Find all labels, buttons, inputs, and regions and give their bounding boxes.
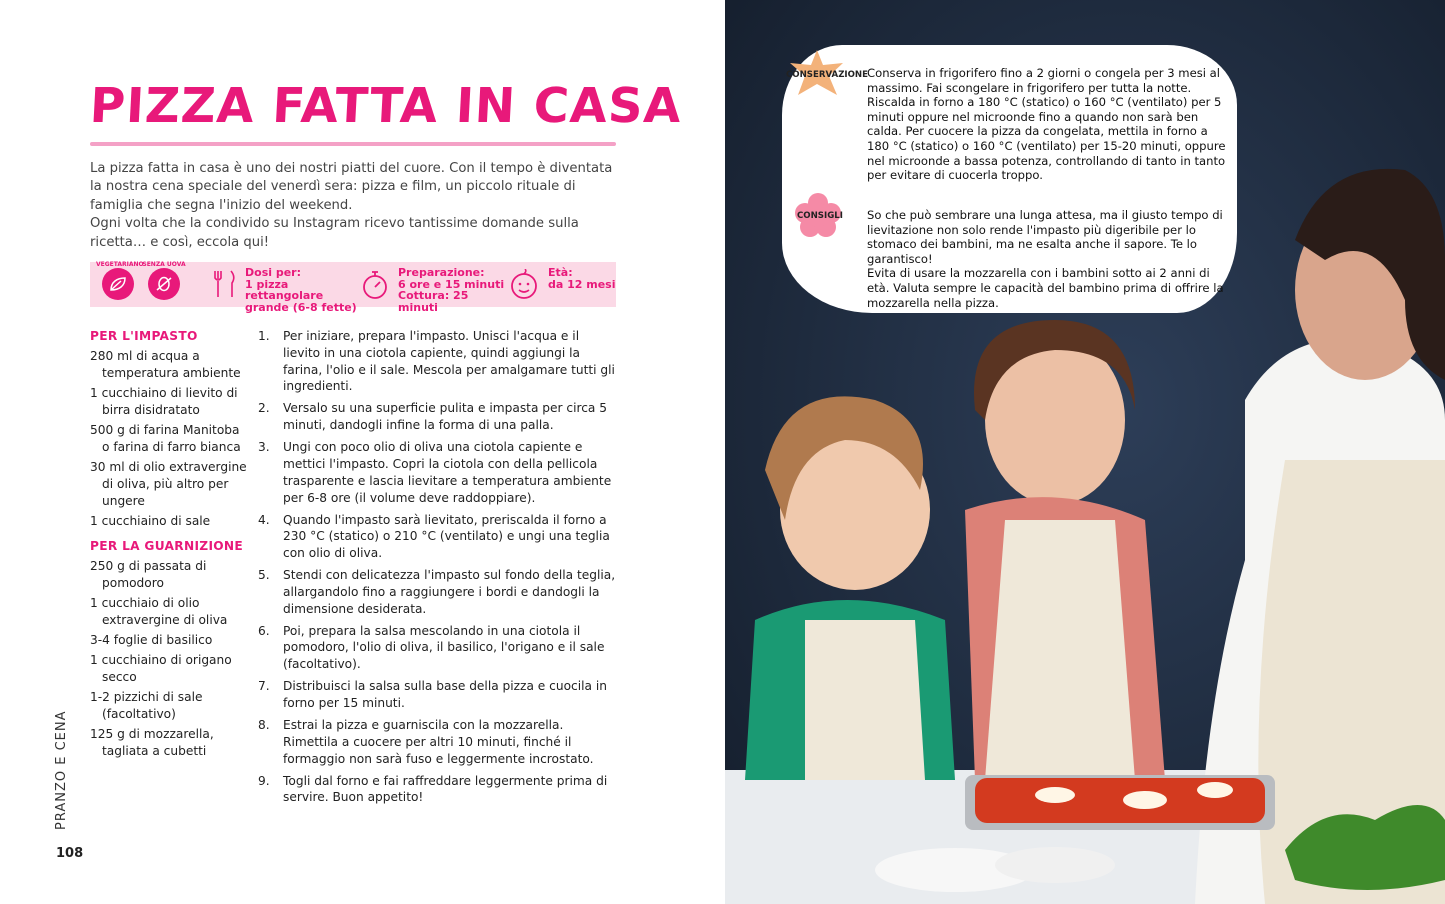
step-number: 6. bbox=[258, 623, 270, 638]
ingredient-item: 125 g di mozzarella, tagliata a cubetti bbox=[90, 727, 214, 758]
cook-value: Cottura: 25 minuti bbox=[398, 289, 469, 314]
recipe-info-band bbox=[90, 261, 616, 314]
method-step bbox=[258, 512, 620, 562]
age-label: Età: bbox=[548, 266, 573, 279]
intro-paragraph-2: Ogni volta che la condivido su Instagram ricevo tantissime domande sulla ricetta… e così, eccola qui! bbox=[90, 216, 579, 250]
storage-tag: CONSERVAZIONE bbox=[786, 70, 868, 80]
step-number: 1. bbox=[258, 329, 270, 343]
time-info bbox=[398, 267, 508, 313]
method-step bbox=[258, 623, 620, 673]
ingredient-item: 3-4 foglie di basilico bbox=[90, 633, 213, 647]
tips-text bbox=[867, 208, 1233, 310]
ingredient-item: 1-2 pizzichi di sale (facoltativo) bbox=[90, 690, 203, 721]
dough-heading: PER L'IMPASTO bbox=[90, 329, 198, 343]
egg-crossed-icon bbox=[155, 276, 173, 292]
vegetarian-badge-label: VEGETARIANO bbox=[96, 261, 144, 268]
baby-face-icon bbox=[508, 269, 540, 301]
topping-heading: PER LA GUARNIZIONE bbox=[90, 539, 244, 553]
ingredient-item: 1 cucchiaino di lievito di birra disidratato bbox=[90, 386, 238, 417]
step-number: 2. bbox=[258, 401, 270, 416]
method-step bbox=[258, 328, 620, 395]
step-text: Estrai la pizza e guarniscila con la mozzarella. Rimettila a cuocere per altri 10 minuti, finché il formaggio non sarà fuso e leggermente incrostato. bbox=[283, 718, 594, 766]
age-info bbox=[548, 267, 618, 290]
servings-info bbox=[245, 267, 365, 313]
step-number: 9. bbox=[258, 773, 270, 788]
step-text: Poi, prepara la salsa mescolando in una ciotola il pomodoro, l'olio di oliva, il basilico, l'origano e il sale (facoltativo). bbox=[283, 623, 605, 672]
tips-paragraph-2: Evita di usare la mozzarella con i bambini sotto ai 2 anni di età. Valuta sempre le capacità del bambino prima di offrire la mozzarella nella pizza. bbox=[867, 266, 1224, 310]
storage-text bbox=[867, 66, 1233, 183]
no-egg-badge bbox=[142, 261, 186, 300]
method-step bbox=[258, 567, 620, 617]
topping-ingredient-list bbox=[90, 558, 250, 763]
step-text: Distribuisci la salsa sulla base della pizza e cuocila in forno per 15 minuti. bbox=[283, 679, 607, 711]
stopwatch-icon bbox=[360, 269, 390, 301]
page-number: 108 bbox=[56, 846, 84, 861]
step-text: Ungi con poco olio di oliva una ciotola capiente e mettici l'impasto. Copri la ciotola con della pellicola trasparente e lascia lievitare a temperatura ambiente per 6-8 ore (il volume deve raddoppiare). bbox=[283, 440, 612, 505]
dough-ingredient-list bbox=[90, 348, 250, 533]
vegetarian-badge bbox=[96, 261, 144, 300]
servings-value: 1 pizza rettangolare grande (6-8 fette) bbox=[245, 277, 357, 314]
age-value: da 12 mesi bbox=[548, 277, 616, 291]
prep-value: 6 ore e 15 minuti bbox=[398, 277, 505, 291]
ingredient-item: 280 ml di acqua a temperatura ambiente bbox=[90, 349, 241, 380]
step-text: Togli dal forno e fai raffreddare leggermente prima di servire. Buon appetito! bbox=[283, 773, 608, 805]
method-step bbox=[258, 717, 620, 767]
recipe-title: PIZZA FATTA IN CASA bbox=[88, 78, 684, 134]
step-number: 3. bbox=[258, 440, 270, 455]
step-text: Quando l'impasto sarà lievitato, preriscalda il forno a 230 °C (statico) o 210 °C (ventilato) e ungi una teglia con olio di oliva. bbox=[283, 512, 610, 561]
storage-paragraph: Conserva in frigorifero fino a 2 giorni o congela per 3 mesi al massimo. Fai scongelare in frigorifero per tutta la notte. Riscalda in forno a 180 °C (statico) o 160 °C (ventilato) per 5 minuti oppure nel microonde fino a quando non sarà ben calda. Per cuocere la pizza da congelata, mettila in forno a 180 °C (statico) o 160 °C (ventilato) per 15-20 minuti, oppure nel microonde a bassa potenza, controllando di tanto in tanto per evitare di cuocerla troppo. bbox=[867, 66, 1226, 183]
step-number: 5. bbox=[258, 568, 270, 583]
step-text: Stendi con delicatezza l'impasto sul fondo della teglia, allargandolo fino a raggiungere i bordi e dandogli la dimensione desiderata. bbox=[283, 568, 616, 616]
no-egg-badge-label: SENZA UOVA bbox=[142, 261, 186, 268]
method-step bbox=[258, 773, 620, 807]
ingredient-item: 250 g di passata di pomodoro bbox=[90, 559, 207, 590]
ingredient-item: 1 cucchiaino di sale bbox=[90, 514, 211, 528]
step-number: 7. bbox=[258, 679, 270, 694]
leaf-icon bbox=[109, 276, 127, 292]
tips-tag: CONSIGLI bbox=[797, 211, 843, 221]
prep-label: Preparazione: bbox=[398, 266, 485, 279]
servings-label: Dosi per: bbox=[245, 266, 301, 279]
ingredient-item: 1 cucchiaio di olio extravergine di oliva bbox=[90, 596, 228, 627]
ingredient-item: 30 ml di olio extravergine di oliva, più altro per ungere bbox=[90, 460, 247, 508]
method-step bbox=[258, 678, 620, 712]
step-number: 4. bbox=[258, 512, 270, 527]
fork-knife-icon bbox=[212, 269, 238, 299]
step-text: Versalo su una superficie pulita e impasta per circa 5 minuti, dandogli infine la forma di una palla. bbox=[283, 401, 608, 433]
intro-text bbox=[90, 160, 620, 252]
method-step bbox=[258, 439, 620, 506]
intro-paragraph-1: La pizza fatta in casa è uno dei nostri piatti del cuore. Con il tempo è diventata la nostra cena speciale del venerdì sera: pizza e film, un piccolo rituale di famiglia che segna l'inizio del weekend. bbox=[90, 161, 613, 213]
title-underline bbox=[90, 142, 616, 146]
chapter-side-label: PRANZO E CENA bbox=[54, 710, 69, 830]
step-text: Per iniziare, prepara l'impasto. Unisci l'acqua e il lievito in una ciotola capiente, quindi aggiungi la farina, l'olio e il sale. Mescola per amalgamare tutti gli ingredienti. bbox=[283, 329, 615, 394]
method-steps bbox=[258, 328, 620, 811]
step-number: 8. bbox=[258, 718, 270, 733]
method-step bbox=[258, 400, 620, 434]
tips-paragraph-1: So che può sembrare una lunga attesa, ma il giusto tempo di lievitazione non solo rende l'impasto più digeribile per lo stomaco dei bambini, ma ne esalta anche il sapore. Te lo garantisco! bbox=[867, 208, 1223, 266]
ingredient-item: 1 cucchiaino di origano secco bbox=[90, 653, 232, 684]
ingredient-item: 500 g di farina Manitoba o farina di farro bianca bbox=[90, 423, 241, 454]
